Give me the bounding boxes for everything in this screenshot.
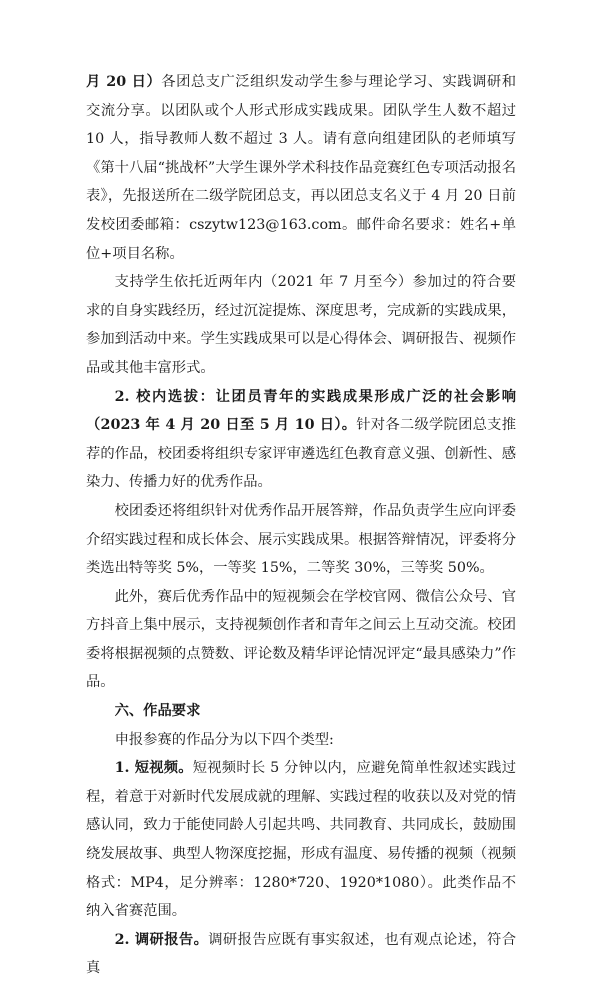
stage2-heading: 2. 校内选拔：让团员青年的实践成果形成广泛的社会影响（2023 年 4 月 20 日至 5 月 10 日）。: [86, 388, 516, 434]
section-intro: 申报参赛的作品分为以下四个类型:: [114, 731, 334, 748]
type-video-paragraph: [86, 754, 516, 926]
section-heading: 六、作品要求: [114, 703, 201, 720]
defense-paragraph: 校团委还将组织针对优秀作品开展答辩，作品负责学生应向评委介绍实践过程和成长体会、展示实践成果。根据答辩情况，评委将分类选出特等奖 5%，一等奖 15%，二等奖 30%，三等奖 50%。: [86, 502, 516, 577]
type-report-text: 调研报告应既有事实叙述，也有观点论述，符合真: [86, 931, 517, 977]
intro-date-lead: 月 20 日）: [86, 74, 162, 90]
type-report-paragraph: [86, 926, 516, 983]
type-report-label: 2. 调研报告。: [114, 931, 209, 948]
document-page: [86, 68, 516, 983]
type-video-label: 1. 短视频。: [114, 760, 193, 777]
support-paragraph: 支持学生依托近两年内（2021 年 7 月至今）参加过的符合要求的自身实践经历，经过沉淀提炼、深度思考，完成新的实践成果，参加到活动中来。学生实践成果可以是心得体会、调研报告、视频作品或其他丰富形式。: [86, 274, 516, 376]
stage2-text: 针对各二级学院团总支推荐的作品，校团委将组织专家评审遴选红色教育意义强、创新性、感染力、传播力好的优秀作品。: [86, 417, 517, 491]
intro-paragraph: [86, 68, 516, 268]
type-video-text: 短视频时长 5 分钟以内，应避免简单性叙述实践过程，着意于对新时代发展成就的理解、实践过程的收获以及对党的情感认同，致力于能使同龄人引起共鸣、共同教育、共同成长，鼓励围绕发展故事、典型人物深度挖掘，形成有温度、易传播的视频（视频格式：MP4，足分辨率：1280*720、1920*1080）。此类作品不纳入省赛范围。: [86, 760, 516, 920]
stage2-paragraph: [86, 383, 516, 497]
intro-text: 各团总支广泛组织发动学生参与理论学习、实践调研和交流分享。以团队或个人形式形成实践成果。团队学生人数不超过 10 人，指导教师人数不超过 3 人。请有意向组建团队的老师填写《第十八届“挑战杯”大学生课外学术科技作品竞赛红色专项活动报名表》，先报送所在二级学院团总支，再以团总支名义于 4 月 20 日前发校团委邮箱：cszytw123@163.com。邮件命名要求：姓名+单位+项目名称。: [86, 74, 516, 262]
display-paragraph: 此外，赛后优秀作品中的短视频会在学校官网、微信公众号、官方抖音上集中展示，支持视频创作者和青年之间云上互动交流。校团委将根据视频的点赞数、评论数及精华评论情况评定“最具感染力”作品。: [86, 588, 516, 691]
